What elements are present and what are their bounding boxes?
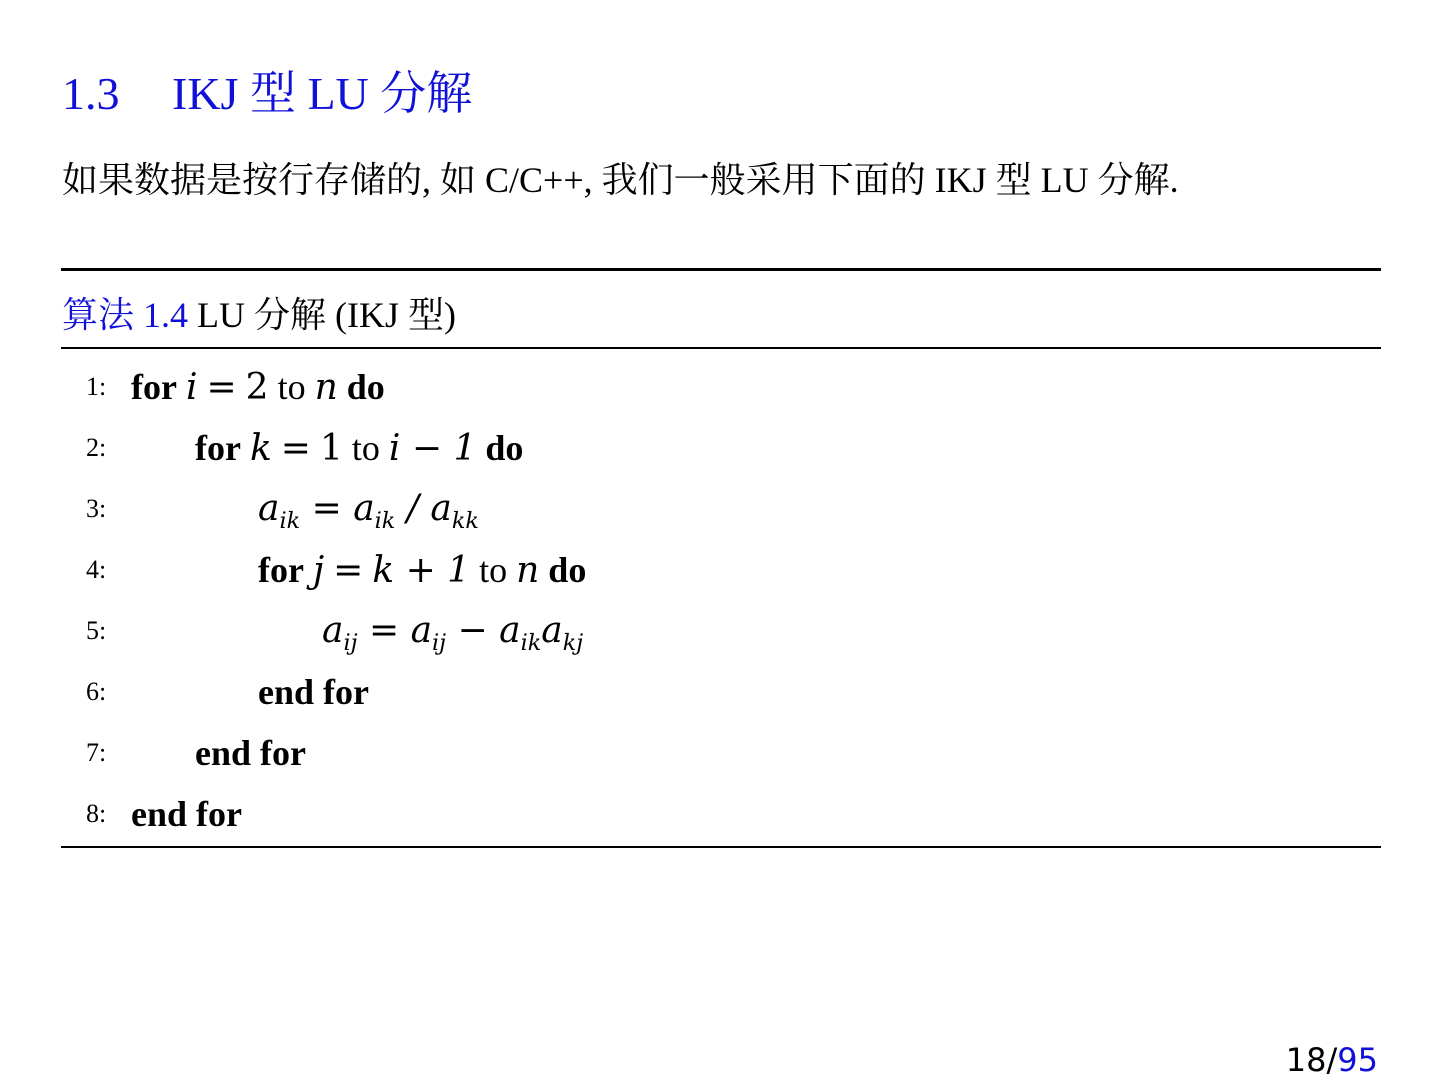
keyword-to: to xyxy=(479,550,508,590)
line-code xyxy=(131,357,385,418)
algorithm-caption xyxy=(62,290,456,340)
keyword-end-for: end for xyxy=(131,794,242,834)
line-number: 8: xyxy=(86,799,107,828)
keyword-to: to xyxy=(351,428,380,468)
section-number: 1.3 xyxy=(62,68,120,119)
current-page: 18 xyxy=(1285,1041,1327,1079)
math-expression: $a_{ik} = a_{ik} / a_{kk}$ xyxy=(258,488,479,534)
keyword-end-for: end for xyxy=(258,672,369,712)
line-number: 3: xyxy=(86,494,107,523)
algorithm-top-rule xyxy=(61,268,1381,271)
loop-start: k + 1 xyxy=(372,550,471,591)
line-number: 7: xyxy=(86,738,107,767)
loop-end: n xyxy=(314,367,338,408)
algorithm-bottom-rule xyxy=(61,846,1381,848)
line-code xyxy=(258,540,586,601)
keyword-to: to xyxy=(277,367,306,407)
algorithm-name: LU 分解 (IKJ 型) xyxy=(197,295,456,335)
keyword-for: for xyxy=(258,550,304,590)
loop-variable: j xyxy=(312,550,325,591)
keyword-do: do xyxy=(548,550,587,590)
page-indicator xyxy=(1286,1040,1378,1080)
keyword-end-for: end for xyxy=(195,733,306,773)
line-number: 5: xyxy=(86,616,107,645)
line-number: 1: xyxy=(86,372,107,401)
loop-variable: k xyxy=(249,428,272,469)
math-expression: $a_{ij} = a_{ij} - a_{ik}a_{kj}$ xyxy=(322,610,584,656)
section-heading: IKJ 型 LU 分解 xyxy=(172,68,473,119)
line-number: 2: xyxy=(86,433,107,462)
algorithm-caption-rule xyxy=(61,347,1381,349)
keyword-do: do xyxy=(485,428,524,468)
keyword-for: for xyxy=(131,367,177,407)
equals-sign: = xyxy=(206,367,237,408)
loop-end: i − 1 xyxy=(388,428,477,469)
keyword-do: do xyxy=(346,367,385,407)
loop-start: 1 xyxy=(319,428,343,469)
line-number: 6: xyxy=(86,677,107,706)
algorithm-label: 算法 1.4 xyxy=(62,295,189,335)
equals-sign: = xyxy=(333,550,364,591)
intro-paragraph: 如果数据是按行存储的, 如 C/C++, 我们一般采用下面的 IKJ 型 LU 分解. xyxy=(62,160,1179,200)
loop-end: n xyxy=(516,550,540,591)
page-separator: / xyxy=(1326,1041,1338,1079)
total-pages-link[interactable]: 95 xyxy=(1337,1041,1378,1079)
section-title xyxy=(62,62,472,126)
loop-start: 2 xyxy=(245,367,269,408)
keyword-for: for xyxy=(195,428,241,468)
loop-variable: i xyxy=(185,367,198,408)
line-code xyxy=(195,418,523,479)
line-number: 4: xyxy=(86,555,107,584)
equals-sign: = xyxy=(280,428,311,469)
